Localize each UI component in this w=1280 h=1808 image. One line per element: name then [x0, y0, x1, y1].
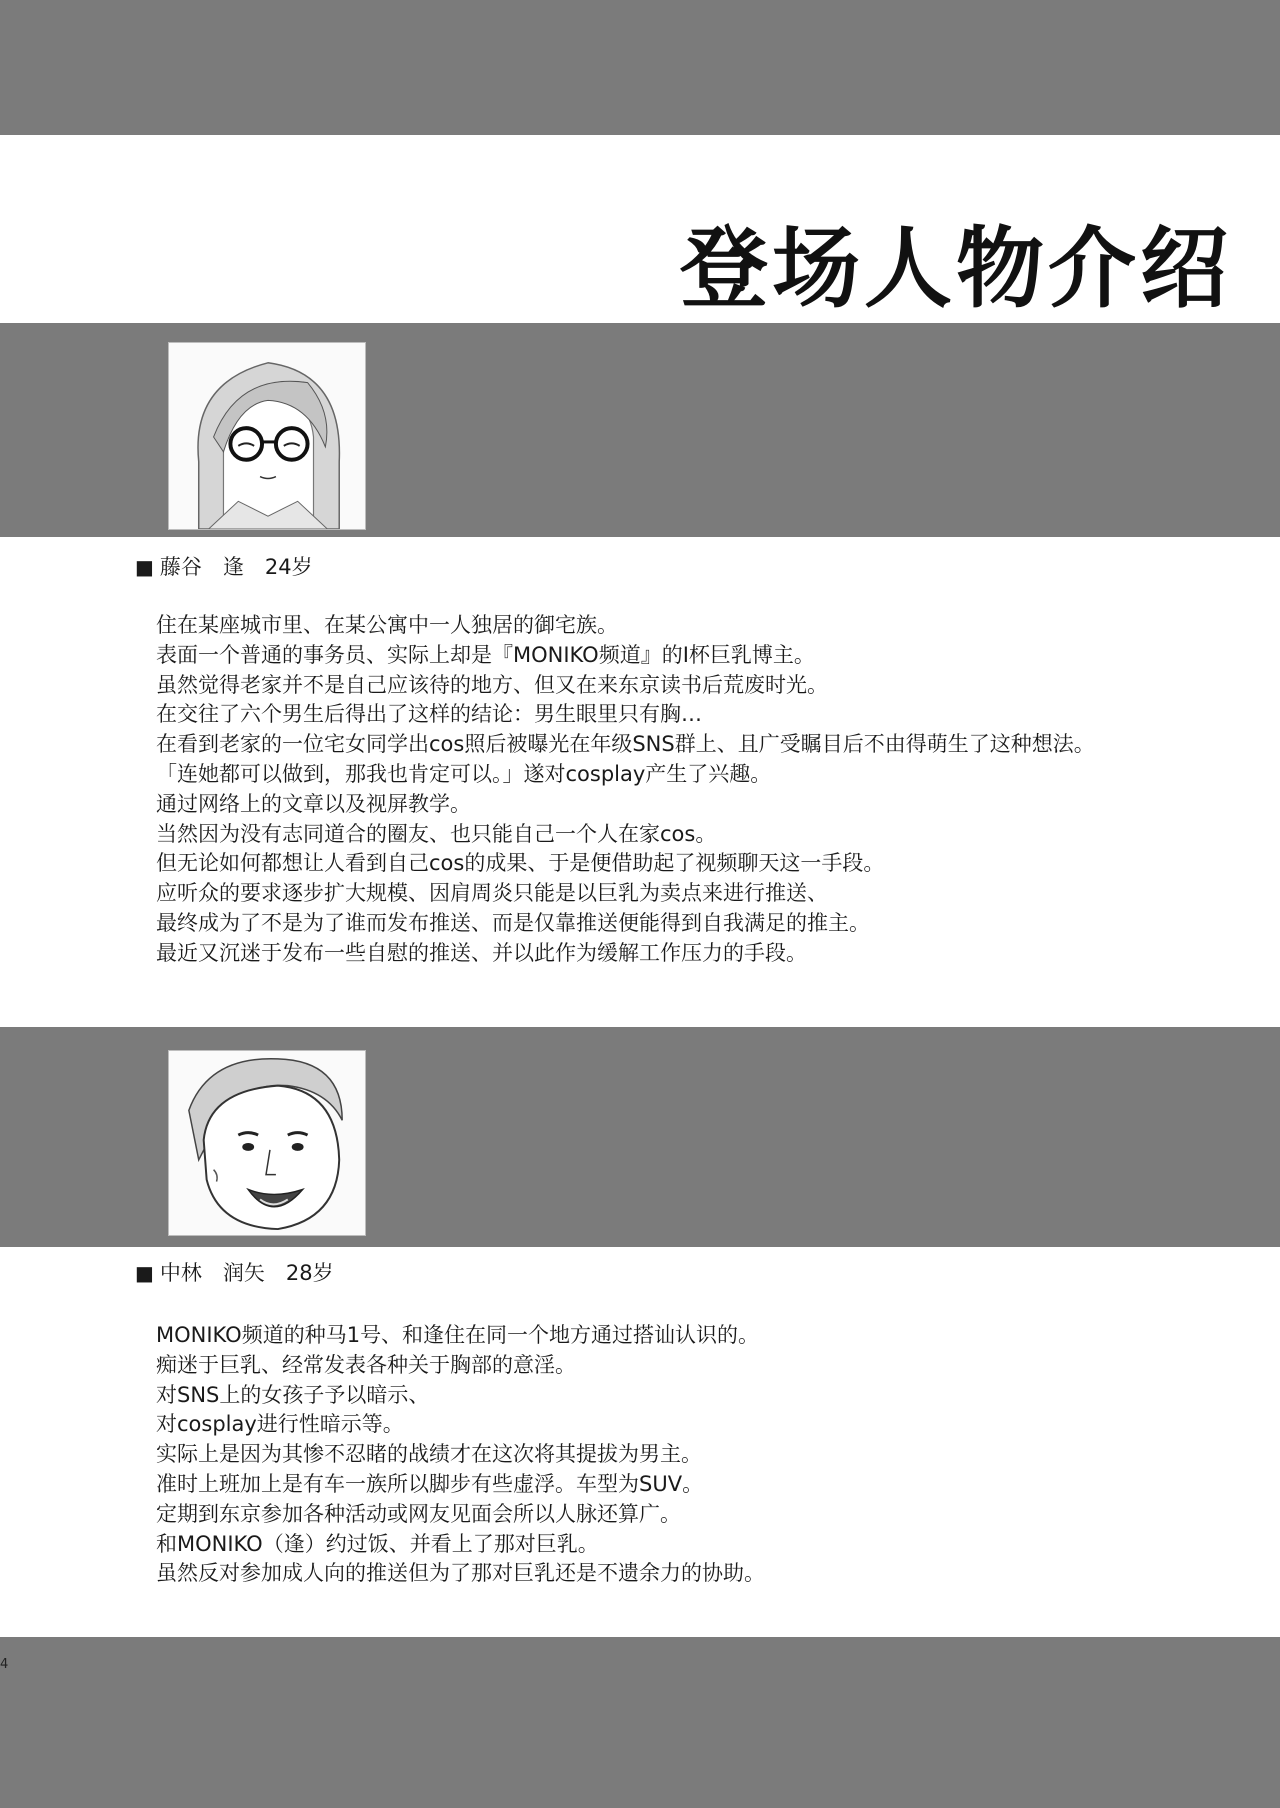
description-line: 在交往了六个男生后得出了这样的结论：男生眼里只有胸…	[156, 702, 702, 727]
description-line: 表面一个普通的事务员、实际上却是『MONIKO频道』的I杯巨乳博主。	[156, 642, 815, 667]
character-2-name-line	[135, 1257, 334, 1287]
page-number: 4	[0, 1657, 9, 1672]
description-line: 对SNS上的女孩子予以暗示、	[156, 1382, 430, 1407]
description-line: 定期到东京参加各种活动或网友见面会所以人脉还算广。	[156, 1501, 681, 1526]
smiling-man-portrait-icon	[168, 1050, 366, 1236]
description-line: 应听众的要求逐步扩大规模、因肩周炎只能是以巨乳为卖点来进行推送、	[156, 881, 828, 906]
description-line: 但无论如何都想让人看到自己cos的成果、于是便借助起了视频聊天这一手段。	[156, 851, 885, 876]
description-line: 住在某座城市里、在某公寓中一人独居的御宅族。	[156, 613, 618, 637]
character-2-age: 28岁	[285, 1261, 334, 1285]
description-line: 痴迷于巨乳、经常发表各种关于胸部的意淫。	[156, 1352, 576, 1377]
character-1-description	[156, 611, 1256, 969]
description-line: 和MONIKO（逢）约过饭、并看上了那对巨乳。	[156, 1531, 599, 1556]
description-line: 对cosplay进行性暗示等。	[156, 1412, 404, 1437]
description-line: 通过网络上的文章以及视屏教学。	[156, 791, 471, 816]
square-bullet-icon: ■	[135, 555, 154, 579]
bottom-gray-band	[0, 1637, 1280, 1808]
page-title: 登场人物介绍	[679, 217, 1232, 320]
description-line: 当然因为没有志同道合的圈友、也只能自己一个人在家cos。	[156, 821, 717, 846]
description-line: 虽然觉得老家并不是自己应该待的地方、但又在来东京读书后荒废时光。	[156, 672, 828, 697]
square-bullet-icon: ■	[135, 1261, 154, 1285]
character-1-age: 24岁	[264, 555, 313, 579]
description-line: 最近又沉迷于发布一些自慰的推送、并以此作为缓解工作压力的手段。	[156, 940, 807, 965]
character-1-name-line	[135, 551, 313, 581]
description-line: 最终成为了不是为了谁而发布推送、而是仅靠推送便能得到自我满足的推主。	[156, 910, 870, 935]
character-1-name: 藤谷 逢	[159, 555, 244, 579]
description-line: 「连她都可以做到，那我也肯定可以。」遂对cosplay产生了兴趣。	[156, 761, 772, 786]
description-line: 在看到老家的一位宅女同学出cos照后被曝光在年级SNS群上、且广受瞩目后不由得萌生了这种想法。	[156, 732, 1095, 757]
description-line: MONIKO频道的种马1号、和逢住在同一个地方通过搭讪认识的。	[156, 1323, 760, 1347]
description-line: 准时上班加上是有车一族所以脚步有些虚浮。车型为SUV。	[156, 1471, 704, 1496]
top-gray-band	[0, 0, 1280, 135]
description-line: 虽然反对参加成人向的推送但为了那对巨乳还是不遗余力的协助。	[156, 1561, 765, 1586]
character-2-name: 中林 润矢	[159, 1261, 265, 1285]
glasses-woman-portrait-icon	[168, 342, 366, 530]
character-2-description	[156, 1321, 1256, 1589]
description-line: 实际上是因为其惨不忍睹的战绩才在这次将其提拔为男主。	[156, 1442, 702, 1467]
